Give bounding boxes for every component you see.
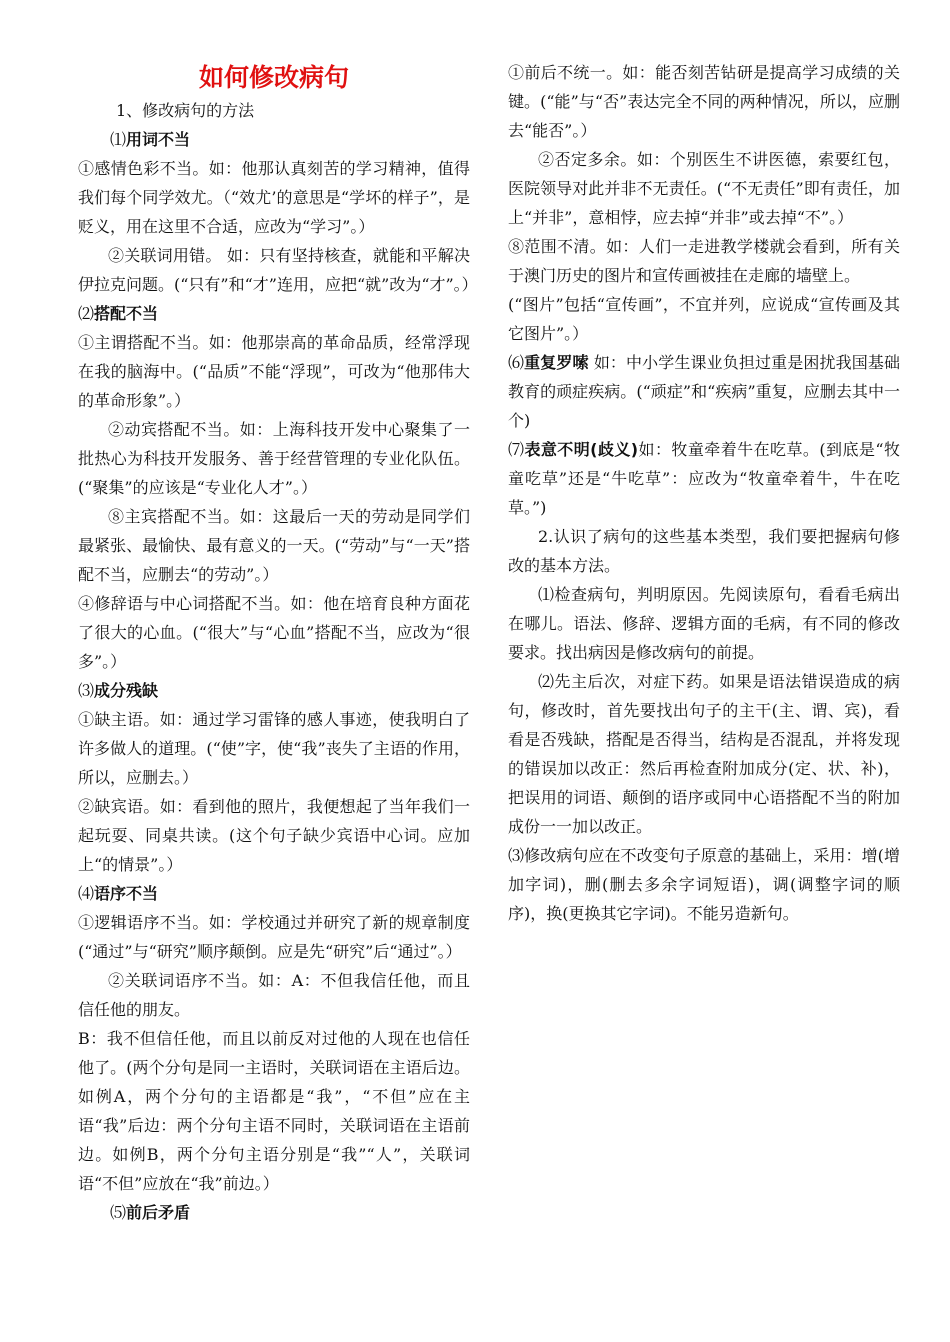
left-column	[78, 58, 478, 1227]
paragraph: ④修辞语与中心词搭配不当。如：他在培育良种方面花了很大的心血。(“很大”与“心血”搭配不当，应改为“很多”。）	[78, 594, 470, 671]
category-text: 如：牧童牵着牛在吃草。(到底是“牧童吃草”还是“牛吃草”：应改为“牧童牵着牛，牛在吃草。”)	[508, 440, 900, 517]
category-heading-contradiction	[78, 1198, 470, 1227]
paragraph: ⑧主宾搭配不当。如：这最后一天的劳动是同学们最紧张、最愉快、最有意义的一天。(“劳动”与“一天”搭配不当，应删去“的劳动”。）	[78, 507, 470, 584]
paragraph: ①前后不统一。如：能否刻苦钻研是提高学习成绩的关键。(“能”与“否”表达完全不同的两种情况，所以，应删去“能否”。）	[508, 63, 900, 140]
section-heading-methods: 1、修改病句的方法	[116, 101, 255, 120]
paragraph: 2.认识了病句的这些基本类型，我们要把握病句修改的基本方法。	[508, 527, 900, 575]
category-heading-missing-component	[78, 676, 470, 705]
paragraph: ②关联词语序不当。如：A：不但我信任他，而且信任他的朋友。	[78, 971, 470, 1019]
paragraph: ⑶修改病句应在不改变句子原意的基础上，采用：增(增加字词)，删(删去多余字词短语)，调(调整字词的顺序)，换(更换其它字词)。不能另造新句。	[508, 846, 900, 923]
paragraph: ⑧范围不清。如：人们一走进教学楼就会看到，所有关于澳门历史的图片和宣传画被挂在走廊的墙壁上。	[508, 237, 900, 285]
category-label: 重复罗嗦	[524, 353, 589, 372]
paragraph: ①主谓搭配不当。如：他那崇高的革命品质，经常浮现在我的脑海中。(“品质”不能“浮现”，可改为“他那伟大的革命形象”。）	[78, 333, 470, 410]
category-label: 前后矛盾	[126, 1203, 191, 1222]
paragraph: ①缺主语。如：通过学习雷锋的感人事迹，使我明白了许多做人的道理。(“使”字，使“我”丧失了主语的作用，所以，应删去。）	[78, 710, 470, 787]
document-title: 如何修改病句	[198, 63, 349, 92]
category-number: ⑴	[110, 130, 127, 149]
category-label: 语序不当	[94, 884, 159, 903]
category-paragraph-redundancy	[508, 348, 900, 435]
paragraph: (“图片”包括“宣传画”，不宜并列，应说成“宣传画及其它图片”。）	[508, 295, 900, 343]
category-heading-word-misuse	[78, 125, 470, 154]
category-number: ⑹	[508, 353, 525, 372]
paragraph: B：我不但信任他，而且以前反对过他的人现在也信任他了。(两个分句是同一主语时，关联词语在主语后边。如例A，两个分句的主语都是“我”，“不但”应在主语“我”后边：两个分句主语不同时，关联词语在主语前边。如例B，两个分句主语分别是“我”“人”，关联词语“不但”应放在“我”前边。）	[78, 1029, 470, 1193]
right-column	[508, 58, 900, 928]
category-label: 成分残缺	[94, 681, 159, 700]
category-number: ⑺	[508, 440, 525, 459]
paragraph: ②关联词用错。 如：只有坚持核查，就能和平解决伊拉克问题。(“只有”和“才”连用，应把“就”改为“才”。）	[78, 246, 478, 294]
category-number: ⑸	[110, 1203, 127, 1222]
category-paragraph-ambiguity	[508, 435, 900, 522]
paragraph: ⑵先主后次，对症下药。如果是语法错误造成的病句，修改时，首先要找出句子的主干(主、谓、宾)，看看是否残缺，搭配是否得当，结构是否混乱，并将发现的错误加以改正：然后再检查附加成分(定、状、补)，把误用的词语、颠倒的语序或同中心语搭配不当的附加成份一一加以改正。	[508, 672, 900, 836]
paragraph: ⑴检查病句，判明原因。先阅读原句，看看毛病出在哪儿。语法、修辞、逻辑方面的毛病，有不同的修改要求。找出病因是修改病句的前提。	[508, 585, 900, 662]
category-text: 如：中小学生课业负担过重是困扰我国基础教育的顽症疾病。(“顽症”和“疾病”重复，应删去其中一个)	[508, 353, 900, 430]
paragraph: ②否定多余。如：个别医生不讲医德，索要红包，医院领导对此并非不无责任。(“不无责任”即有责任，加上“并非”，意相悖，应去掉“并非”或去掉“不”。）	[508, 150, 900, 227]
category-label: 搭配不当	[94, 304, 159, 323]
paragraph: ①感情色彩不当。如：他那认真刻苦的学习精神，值得我们每个同学效尤。（“效尤’的意思是“学坏的样子”，是贬义，用在这里不合适，应改为“学习”。）	[78, 159, 470, 236]
category-heading-word-order	[78, 879, 470, 908]
category-label: 用词不当	[126, 130, 191, 149]
category-number: ⑶	[78, 681, 95, 700]
paragraph: ②缺宾语。如：看到他的照片，我便想起了当年我们一起玩耍、同桌共读。(这个句子缺少宾语中心词。应加上“的情景”。）	[78, 797, 470, 874]
category-number: ⑷	[78, 884, 95, 903]
paragraph: ②动宾搭配不当。如：上海科技开发中心聚集了一批热心为科技开发服务、善于经营管理的专业化队伍。(“聚集”的应该是“专业化人才”。）	[78, 420, 470, 497]
category-heading-collocation	[78, 299, 470, 328]
category-label: 表意不明(歧义)	[524, 440, 639, 459]
paragraph: ①逻辑语序不当。如：学校通过并研究了新的规章制度(“通过”与“研究”顺序颠倒。应是先“研究”后“通过”。）	[78, 913, 470, 961]
category-number: ⑵	[78, 304, 95, 323]
